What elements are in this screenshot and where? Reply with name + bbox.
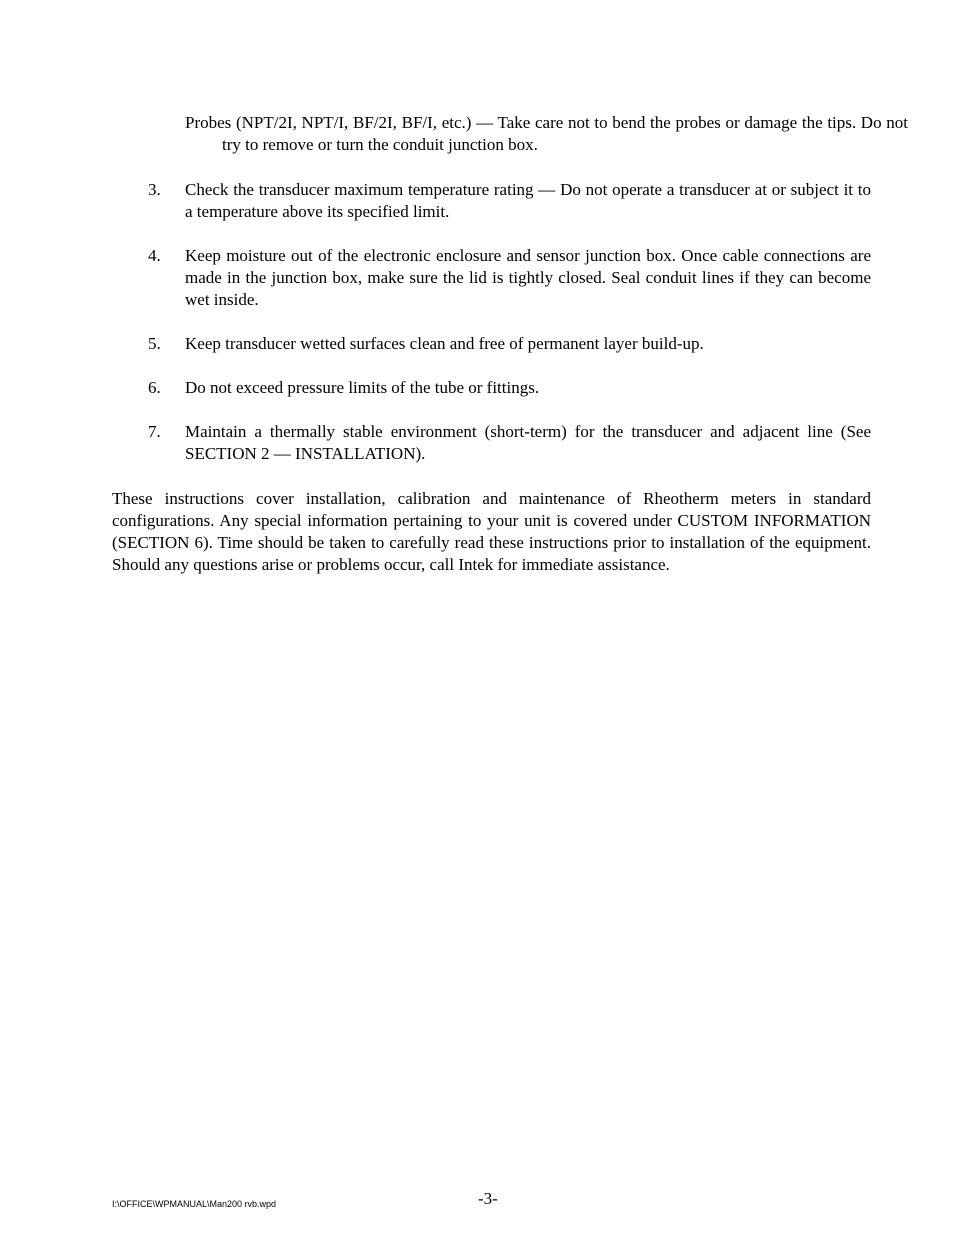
list-item-text: Keep moisture out of the electronic enclosure and sensor junction box. Once cable connections are made in the junction box, make sure the lid is tightly closed. Seal conduit lines if they can become wet inside. [185, 246, 871, 309]
list-item-number: 7. [148, 422, 161, 441]
list-item-text: Check the transducer maximum temperature rating — Do not operate a transducer at or subject it to a temperature above its specified limit. [185, 180, 871, 221]
list-item [148, 377, 871, 399]
list-item-text: Do not exceed pressure limits of the tube or fittings. [185, 378, 540, 397]
list-item [148, 421, 871, 465]
list-item [148, 179, 871, 223]
list-item [148, 333, 871, 355]
list-item-number: 5. [148, 334, 161, 353]
list-item [148, 245, 871, 311]
list-item-number: 3. [148, 180, 161, 199]
list-item-text: Maintain a thermally stable environment (short-term) for the transducer and adjacent line (See SECTION 2 — INSTALLATION). [185, 422, 871, 463]
list-item-number: 6. [148, 378, 161, 397]
intro-paragraph: These instructions cover installation, calibration and maintenance of Rheotherm meters in standard configurations. Any special information pertaining to your unit is covered under CUSTOM INFORMATION (SECTION 6). Time should be taken to carefully read these instructions prior to installation of the equipment. Should any questions arise or problems occur, call Intek for immediate assistance. [112, 489, 871, 574]
list-item-number: 4. [148, 246, 161, 265]
probe-note: Probes (NPT/2I, NPT/I, BF/2I, BF/I, etc.) — Take care not to bend the probes or damage the tips. Do not try to remove or turn the conduit junction box. [185, 113, 908, 154]
footer-file-path: I:\OFFICE\WPMANUAL\Man200 rvb.wpd [112, 1199, 277, 1209]
page-number: -3- [478, 1189, 498, 1208]
list-item-text: Keep transducer wetted surfaces clean and free of permanent layer build-up. [185, 334, 704, 353]
